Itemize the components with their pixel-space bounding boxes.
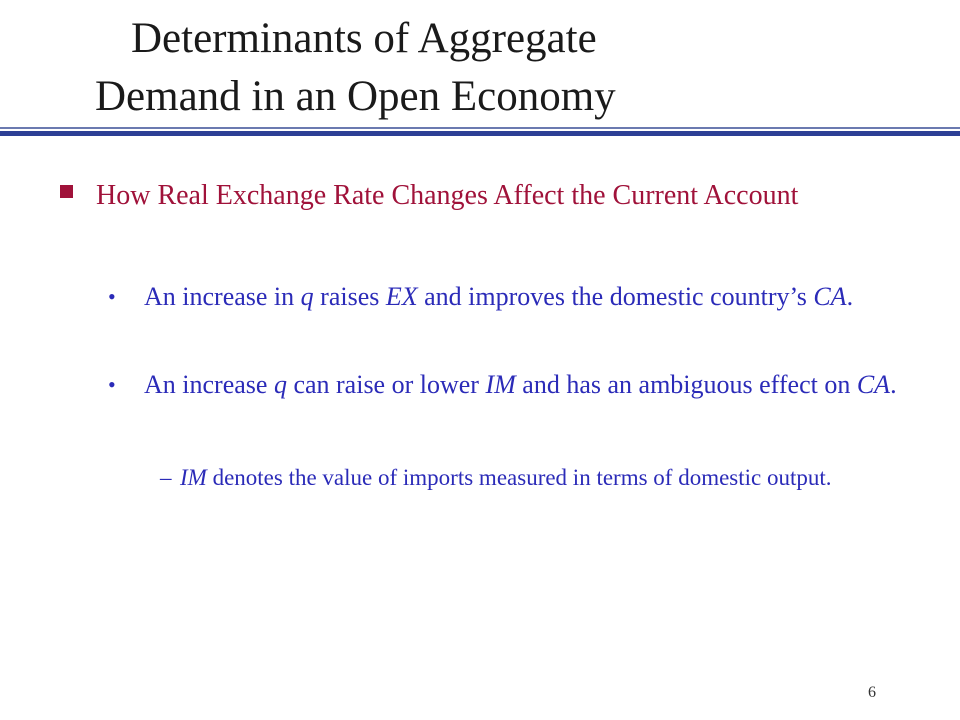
round-bullet-icon: • <box>108 284 116 309</box>
title-divider-thin <box>0 127 960 129</box>
round-bullet-icon: • <box>108 372 116 397</box>
bullet-level2-item <box>108 278 908 316</box>
square-bullet-icon <box>60 185 73 198</box>
slide-title <box>95 10 915 126</box>
bullet-level1-text: How Real Exchange Rate Changes Affect the Current Account <box>96 180 799 211</box>
title-line-2: Demand in an Open Economy <box>95 73 616 120</box>
bullet-level3-text: IM denotes the value of imports measured in terms of domestic output. <box>180 465 832 490</box>
title-divider-thick <box>0 131 960 136</box>
page-number: 6 <box>868 684 876 701</box>
title-line-1: Determinants of Aggregate <box>131 15 597 62</box>
bullet-level2-text: An increase q can raise or lower IM and has an ambiguous effect on CA. <box>144 370 897 399</box>
bullet-level3-item <box>160 460 900 495</box>
bullet-level1 <box>60 176 920 216</box>
bullet-level2-text: An increase in q raises EX and improves the domestic country’s CA. <box>144 282 854 311</box>
dash-bullet: – <box>160 465 172 490</box>
bullet-level2-item <box>108 366 908 404</box>
